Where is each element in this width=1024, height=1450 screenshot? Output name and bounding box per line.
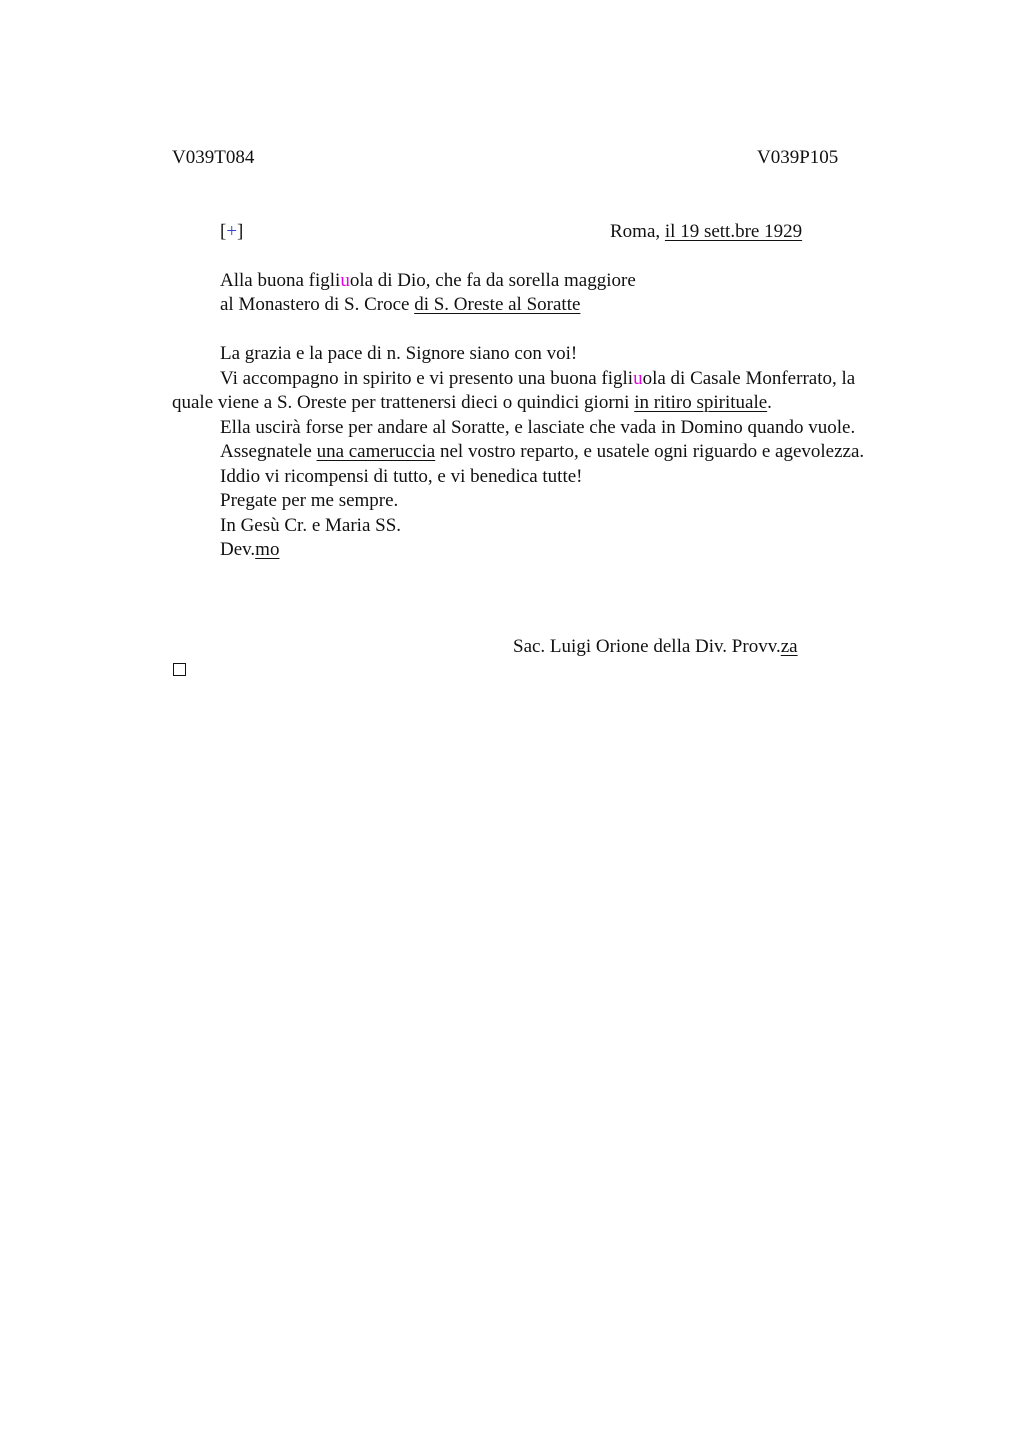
editorial-letter: u [633, 367, 643, 389]
paragraph-3: Assegnatele una cameruccia nel vostro reparto, e usatele ogni riguardo e agevolezza. [220, 441, 865, 462]
underlined-phrase: una cameruccia [316, 441, 436, 462]
letter-body [172, 342, 894, 563]
address-line-2: al Monastero di S. Croce di S. Oreste al Soratte [220, 294, 581, 315]
address-line-1: Alla buona figliuola di Dio, che fa da sorella maggiore [220, 270, 636, 291]
empty-square-icon [173, 663, 186, 676]
paragraph-6: In Gesù Cr. e Maria SS. [220, 514, 402, 536]
address-location: di S. Oreste al Soratte [414, 294, 581, 315]
closing: Dev.mo [220, 539, 280, 560]
paragraph-5: Pregate per me sempre. [220, 490, 399, 511]
date: il 19 sett.bre 1929 [664, 221, 803, 242]
paragraph-2: Ella uscirà forse per andare al Soratte, e lasciate che vada in Domino quando vuole. [220, 416, 856, 438]
document-code-left: V039T084 [172, 147, 255, 168]
document-code-right: V039P105 [757, 147, 839, 168]
signature: Sac. Luigi Orione della Div. Provv.za [513, 636, 798, 657]
place: Roma, [610, 221, 665, 242]
greeting: La grazia e la pace di n. Signore siano con voi! [220, 343, 578, 364]
editorial-letter: u [340, 270, 350, 291]
place-date [610, 220, 802, 244]
paragraph-4: Iddio vi ricompensi di tutto, e vi benedica tutte! [220, 465, 583, 487]
paragraph-1: Vi accompagno in spirito e vi presento una buona figliuola di Casale Monferrato, la quale viene a S. Oreste per trattenersi dieci o quindici giorni in ritiro spirituale. [172, 367, 856, 413]
cross-mark: [+] [220, 221, 244, 242]
underlined-phrase: in ritiro spirituale [634, 392, 768, 413]
cross-icon: + [226, 221, 238, 242]
